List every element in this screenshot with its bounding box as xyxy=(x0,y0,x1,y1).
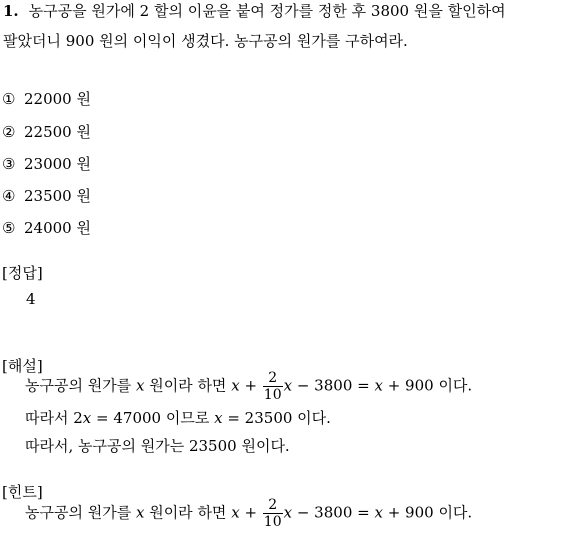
solution-line-2 xyxy=(25,407,331,428)
option-4-mark: ④ xyxy=(2,187,16,205)
solution-line1-mid: 원이라 하면 xyxy=(144,376,232,395)
hint-line1-mid: 원이라 하면 xyxy=(144,503,232,522)
option-2-text: 22500 원 xyxy=(24,123,91,141)
answer-label: [정답] xyxy=(2,264,43,282)
option-5-text: 24000 원 xyxy=(24,219,91,237)
option-4-text: 23500 원 xyxy=(24,187,91,205)
solution-line-1 xyxy=(25,370,472,403)
solution-eq-x: x xyxy=(231,376,240,395)
hint-eq-rest: − 3800 = xyxy=(292,503,375,522)
solution-line1-pre: 농구공의 원가를 xyxy=(25,376,136,395)
solution-var-x: x xyxy=(135,376,145,395)
question-text-1: 농구공을 원가에 2 할의 이윤을 붙여 정가를 정한 후 3800 원을 할인하여 xyxy=(28,2,506,20)
question-line-2 xyxy=(3,32,408,50)
option-5[interactable] xyxy=(2,217,91,238)
option-1-mark: ① xyxy=(2,90,16,108)
hint-frac-num: 2 xyxy=(263,497,283,514)
hint-frac-den: 10 xyxy=(263,514,282,530)
hint-plus: + xyxy=(239,503,262,522)
solution-line-3: 따라서, 농구공의 원가는 23500 원이다. xyxy=(25,437,290,455)
solution-frac-den: 10 xyxy=(263,387,282,403)
solution-line2-mid: = 47000 이므로 xyxy=(91,409,215,427)
solution-eq-rest: − 3800 = xyxy=(292,376,375,395)
solution-line2-eq: = 23500 이다. xyxy=(222,409,331,427)
answer-value: 4 xyxy=(26,290,36,308)
solution-fraction xyxy=(263,370,283,403)
solution-label: [해설] xyxy=(2,357,43,375)
option-3[interactable] xyxy=(2,153,91,174)
option-1[interactable] xyxy=(2,88,91,109)
option-4[interactable] xyxy=(2,185,91,206)
hint-eq-rhs: + 900 이다. xyxy=(382,503,473,522)
solution-plus: + xyxy=(239,376,262,395)
solution-line2-pre: 따라서 2 xyxy=(25,409,83,427)
solution-frac-x: x xyxy=(283,376,293,395)
option-2[interactable] xyxy=(2,121,91,142)
hint-rhs-x: x xyxy=(374,503,383,522)
hint-line1-pre: 농구공의 원가를 xyxy=(25,503,136,522)
hint-label: [힌트] xyxy=(2,483,43,501)
question-line-1 xyxy=(3,2,506,20)
question-number: 1. xyxy=(3,2,19,20)
solution-line2-x: x xyxy=(82,409,92,427)
option-3-text: 23000 원 xyxy=(24,155,91,173)
option-1-text: 22000 원 xyxy=(24,90,91,108)
option-3-mark: ③ xyxy=(2,155,16,173)
hint-frac-x: x xyxy=(283,503,293,522)
solution-frac-num: 2 xyxy=(263,370,283,387)
hint-var-x: x xyxy=(135,503,145,522)
solution-line2-x2: x xyxy=(214,409,223,427)
solution-eq-rhs: + 900 이다. xyxy=(382,376,473,395)
question-text-2: 팔았더니 900 원의 이익이 생겼다. 농구공의 원가를 구하여라. xyxy=(3,32,408,50)
solution-rhs-x: x xyxy=(374,376,383,395)
option-5-mark: ⑤ xyxy=(2,219,16,237)
hint-fraction xyxy=(263,497,283,530)
hint-eq-x: x xyxy=(231,503,240,522)
option-2-mark: ② xyxy=(2,123,16,141)
hint-line-1 xyxy=(25,497,472,530)
